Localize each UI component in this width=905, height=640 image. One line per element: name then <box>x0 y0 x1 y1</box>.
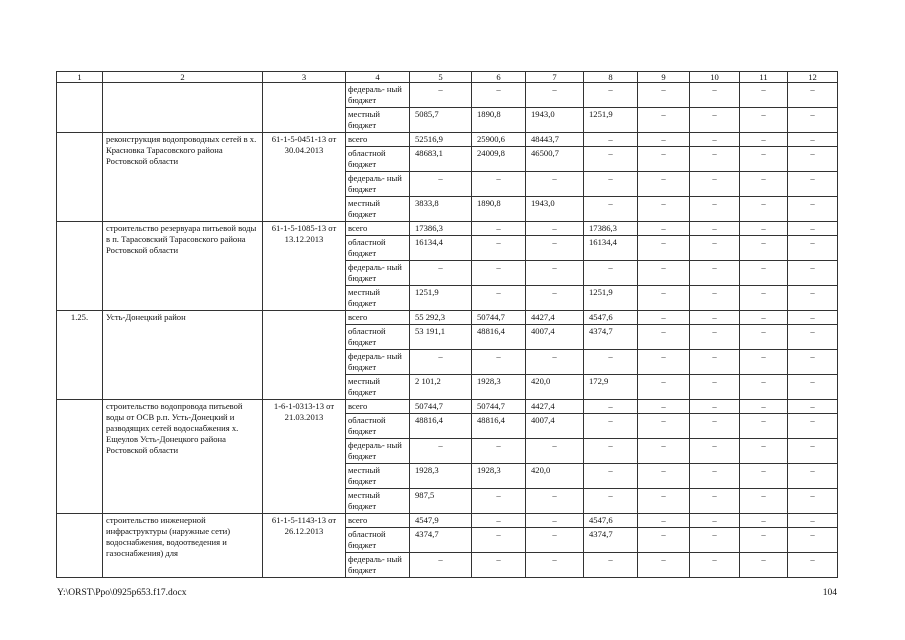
value-cell: – <box>526 489 584 514</box>
column-number-cell: 12 <box>788 72 838 83</box>
value-cell: – <box>526 286 584 311</box>
value-cell: – <box>472 286 526 311</box>
item-number-cell <box>57 222 103 311</box>
value-cell: – <box>638 553 690 578</box>
funding-source-cell: местный бюджет <box>346 489 410 514</box>
value-cell: 987,5 <box>410 489 472 514</box>
expertise-code-cell <box>263 311 346 400</box>
funding-source-cell: областной бюджет <box>346 147 410 172</box>
value-cell: – <box>690 222 740 236</box>
file-path: Y:\ORST\Ppo\0925p653.f17.docx <box>57 588 187 598</box>
value-cell: 1890,8 <box>472 108 526 133</box>
value-cell: – <box>638 439 690 464</box>
value-cell: – <box>690 172 740 197</box>
value-cell: – <box>740 464 788 489</box>
value-cell: 4007,4 <box>526 414 584 439</box>
value-cell: 48683,1 <box>410 147 472 172</box>
value-cell: – <box>584 439 638 464</box>
value-cell: 1943,0 <box>526 197 584 222</box>
expertise-code-cell: 61-1-5-1143-13 от 26.12.2013 <box>263 514 346 578</box>
value-cell: 48816,4 <box>410 414 472 439</box>
column-number-cell: 3 <box>263 72 346 83</box>
table-row <box>57 311 838 325</box>
value-cell: – <box>526 261 584 286</box>
value-cell: 16134,4 <box>410 236 472 261</box>
value-cell: 4374,7 <box>584 528 638 553</box>
funding-source-cell: всего <box>346 133 410 147</box>
value-cell: – <box>690 489 740 514</box>
value-cell: – <box>638 414 690 439</box>
value-cell: – <box>690 400 740 414</box>
column-number-cell: 7 <box>526 72 584 83</box>
value-cell: – <box>638 222 690 236</box>
column-number-row <box>57 72 838 83</box>
value-cell: – <box>788 222 838 236</box>
value-cell: – <box>638 375 690 400</box>
value-cell: – <box>740 553 788 578</box>
value-cell: 25900,6 <box>472 133 526 147</box>
column-number-cell: 4 <box>346 72 410 83</box>
value-cell: – <box>472 236 526 261</box>
value-cell: – <box>740 325 788 350</box>
page-number: 104 <box>822 588 837 598</box>
value-cell: – <box>472 350 526 375</box>
value-cell: – <box>740 528 788 553</box>
expertise-code-cell: 61-1-5-0451-13 от 30.04.2013 <box>263 133 346 222</box>
budget-table <box>56 71 838 578</box>
value-cell: – <box>690 133 740 147</box>
value-cell: 420,0 <box>526 464 584 489</box>
value-cell: – <box>638 108 690 133</box>
value-cell: – <box>788 261 838 286</box>
funding-source-cell: федераль- ный бюджет <box>346 261 410 286</box>
value-cell: 50744,7 <box>410 400 472 414</box>
value-cell: – <box>638 83 690 108</box>
value-cell: 4427,4 <box>526 400 584 414</box>
value-cell: – <box>638 489 690 514</box>
value-cell: – <box>526 83 584 108</box>
value-cell: 1928,3 <box>410 464 472 489</box>
value-cell: – <box>472 553 526 578</box>
column-number-cell: 8 <box>584 72 638 83</box>
value-cell: 24009,8 <box>472 147 526 172</box>
value-cell: – <box>788 514 838 528</box>
funding-source-cell: местный бюджет <box>346 375 410 400</box>
value-cell: – <box>788 286 838 311</box>
value-cell: – <box>690 375 740 400</box>
value-cell: – <box>526 514 584 528</box>
value-cell: – <box>526 350 584 375</box>
value-cell: – <box>472 222 526 236</box>
value-cell: – <box>410 83 472 108</box>
value-cell: – <box>788 83 838 108</box>
value-cell: 52516,9 <box>410 133 472 147</box>
value-cell: 50744,7 <box>472 400 526 414</box>
value-cell: – <box>526 236 584 261</box>
value-cell: – <box>740 414 788 439</box>
value-cell: – <box>788 375 838 400</box>
table-row <box>57 83 838 108</box>
value-cell: 17386,3 <box>410 222 472 236</box>
value-cell: – <box>584 489 638 514</box>
expertise-code-cell: 61-1-5-1085-13 от 13.12.2013 <box>263 222 346 311</box>
funding-source-cell: всего <box>346 311 410 325</box>
value-cell: 48816,4 <box>472 325 526 350</box>
value-cell: – <box>740 439 788 464</box>
object-name-cell: строительство водопровода питьевой воды от ОСВ р.п. Усть-Донецкий и разводящих сетей водоснабжения х. Ещеулов Усть-Донецкого района Ростовской области <box>103 400 263 514</box>
value-cell: 17386,3 <box>584 222 638 236</box>
value-cell: – <box>584 261 638 286</box>
value-cell: – <box>740 514 788 528</box>
funding-source-cell: местный бюджет <box>346 108 410 133</box>
column-number-cell: 5 <box>410 72 472 83</box>
value-cell: – <box>690 514 740 528</box>
value-cell: – <box>410 172 472 197</box>
table-row <box>57 400 838 414</box>
funding-source-cell: местный бюджет <box>346 464 410 489</box>
value-cell: – <box>740 197 788 222</box>
value-cell: 48443,7 <box>526 133 584 147</box>
funding-source-cell: всего <box>346 514 410 528</box>
item-number-cell: 1.25. <box>57 311 103 400</box>
item-number-cell <box>57 400 103 514</box>
object-name-cell <box>103 83 263 133</box>
value-cell: – <box>526 222 584 236</box>
object-name-cell: строительство резервуара питьевой воды в п. Тарасовский Тарасовского района Ростовской области <box>103 222 263 311</box>
funding-source-cell: областной бюджет <box>346 528 410 553</box>
value-cell: – <box>740 375 788 400</box>
funding-source-cell: федераль- ный бюджет <box>346 172 410 197</box>
value-cell: – <box>690 439 740 464</box>
item-number-cell <box>57 514 103 578</box>
value-cell: – <box>638 528 690 553</box>
funding-source-cell: местный бюджет <box>346 197 410 222</box>
value-cell: – <box>638 133 690 147</box>
value-cell: – <box>584 400 638 414</box>
value-cell: – <box>584 147 638 172</box>
object-name-cell: строительство инженерной инфраструктуры (наружные сети) водоснабжения, водоотведения и газоснабжения) для <box>103 514 263 578</box>
value-cell: 55 292,3 <box>410 311 472 325</box>
value-cell: – <box>472 439 526 464</box>
value-cell: – <box>690 286 740 311</box>
value-cell: – <box>410 261 472 286</box>
value-cell: – <box>690 108 740 133</box>
value-cell: 4547,9 <box>410 514 472 528</box>
value-cell: – <box>690 236 740 261</box>
funding-source-cell: всего <box>346 400 410 414</box>
value-cell: – <box>472 83 526 108</box>
object-name-cell: Усть-Донецкий район <box>103 311 263 400</box>
value-cell: 1890,8 <box>472 197 526 222</box>
value-cell: – <box>584 414 638 439</box>
value-cell: 4007,4 <box>526 325 584 350</box>
value-cell: – <box>584 197 638 222</box>
value-cell: – <box>740 400 788 414</box>
expertise-code-cell <box>263 83 346 133</box>
value-cell: – <box>584 350 638 375</box>
value-cell: 1928,3 <box>472 375 526 400</box>
value-cell: 4374,7 <box>584 325 638 350</box>
value-cell: – <box>788 325 838 350</box>
value-cell: 3833,8 <box>410 197 472 222</box>
column-number-cell: 11 <box>740 72 788 83</box>
value-cell: – <box>526 439 584 464</box>
value-cell: – <box>740 147 788 172</box>
value-cell: 16134,4 <box>584 236 638 261</box>
expertise-code-cell: 1-6-1-0313-13 от 21.03.2013 <box>263 400 346 514</box>
value-cell: 2 101,2 <box>410 375 472 400</box>
value-cell: – <box>740 83 788 108</box>
table-row <box>57 514 838 528</box>
funding-source-cell: федераль- ный бюджет <box>346 553 410 578</box>
value-cell: – <box>638 261 690 286</box>
value-cell: – <box>472 172 526 197</box>
item-number-cell <box>57 83 103 133</box>
value-cell: – <box>638 325 690 350</box>
value-cell: – <box>788 439 838 464</box>
value-cell: – <box>638 286 690 311</box>
value-cell: – <box>584 553 638 578</box>
value-cell: 46500,7 <box>526 147 584 172</box>
column-number-cell: 6 <box>472 72 526 83</box>
value-cell: – <box>788 528 838 553</box>
value-cell: – <box>472 514 526 528</box>
value-cell: 172,9 <box>584 375 638 400</box>
value-cell: – <box>638 464 690 489</box>
value-cell: 420,0 <box>526 375 584 400</box>
table-row <box>57 133 838 147</box>
value-cell: – <box>788 400 838 414</box>
funding-source-cell: областной бюджет <box>346 236 410 261</box>
value-cell: 53 191,1 <box>410 325 472 350</box>
value-cell: – <box>584 464 638 489</box>
object-name-cell: реконструкция водопроводных сетей в х. Красновка Тарасовского района Ростовской области <box>103 133 263 222</box>
value-cell: – <box>740 133 788 147</box>
value-cell: – <box>638 350 690 375</box>
value-cell: 5085,7 <box>410 108 472 133</box>
value-cell: – <box>690 197 740 222</box>
value-cell: – <box>638 197 690 222</box>
value-cell: – <box>788 197 838 222</box>
funding-source-cell: областной бюджет <box>346 325 410 350</box>
value-cell: – <box>638 514 690 528</box>
column-number-cell: 10 <box>690 72 740 83</box>
value-cell: – <box>740 311 788 325</box>
value-cell: 1943,0 <box>526 108 584 133</box>
value-cell: – <box>690 83 740 108</box>
value-cell: – <box>690 350 740 375</box>
value-cell: – <box>690 147 740 172</box>
table-row <box>57 222 838 236</box>
value-cell: – <box>740 172 788 197</box>
value-cell: – <box>638 236 690 261</box>
value-cell: – <box>788 489 838 514</box>
value-cell: – <box>410 553 472 578</box>
value-cell: – <box>638 311 690 325</box>
value-cell: 4547,6 <box>584 514 638 528</box>
funding-source-cell: федераль- ный бюджет <box>346 83 410 108</box>
funding-source-cell: всего <box>346 222 410 236</box>
value-cell: – <box>410 439 472 464</box>
value-cell: – <box>472 528 526 553</box>
value-cell: – <box>788 350 838 375</box>
value-cell: – <box>690 414 740 439</box>
funding-source-cell: федераль- ный бюджет <box>346 350 410 375</box>
value-cell: – <box>788 553 838 578</box>
value-cell: – <box>584 133 638 147</box>
column-number-cell: 2 <box>103 72 263 83</box>
column-number-cell: 1 <box>57 72 103 83</box>
value-cell: – <box>788 133 838 147</box>
value-cell: – <box>638 172 690 197</box>
value-cell: – <box>788 414 838 439</box>
value-cell: 4374,7 <box>410 528 472 553</box>
value-cell: – <box>740 350 788 375</box>
value-cell: – <box>788 108 838 133</box>
value-cell: 50744,7 <box>472 311 526 325</box>
value-cell: 4547,6 <box>584 311 638 325</box>
funding-source-cell: федераль- ный бюджет <box>346 439 410 464</box>
value-cell: – <box>740 261 788 286</box>
value-cell: – <box>526 172 584 197</box>
value-cell: – <box>690 464 740 489</box>
value-cell: – <box>788 236 838 261</box>
funding-source-cell: местный бюджет <box>346 286 410 311</box>
value-cell: 4427,4 <box>526 311 584 325</box>
column-number-cell: 9 <box>638 72 690 83</box>
value-cell: – <box>690 261 740 286</box>
value-cell: 1251,9 <box>584 286 638 311</box>
value-cell: – <box>740 236 788 261</box>
value-cell: – <box>638 147 690 172</box>
value-cell: – <box>584 83 638 108</box>
value-cell: – <box>410 350 472 375</box>
value-cell: – <box>690 311 740 325</box>
value-cell: – <box>740 489 788 514</box>
value-cell: – <box>526 528 584 553</box>
value-cell: 48816,4 <box>472 414 526 439</box>
value-cell: 1928,3 <box>472 464 526 489</box>
value-cell: – <box>472 489 526 514</box>
value-cell: – <box>638 400 690 414</box>
value-cell: – <box>690 325 740 350</box>
value-cell: – <box>690 528 740 553</box>
value-cell: 1251,9 <box>584 108 638 133</box>
value-cell: – <box>788 311 838 325</box>
funding-source-cell: областной бюджет <box>346 414 410 439</box>
value-cell: – <box>788 464 838 489</box>
item-number-cell <box>57 133 103 222</box>
value-cell: – <box>788 147 838 172</box>
value-cell: – <box>740 222 788 236</box>
value-cell: – <box>472 261 526 286</box>
value-cell: – <box>788 172 838 197</box>
value-cell: – <box>740 108 788 133</box>
value-cell: – <box>740 286 788 311</box>
value-cell: – <box>526 553 584 578</box>
value-cell: – <box>584 172 638 197</box>
value-cell: – <box>690 553 740 578</box>
value-cell: 1251,9 <box>410 286 472 311</box>
